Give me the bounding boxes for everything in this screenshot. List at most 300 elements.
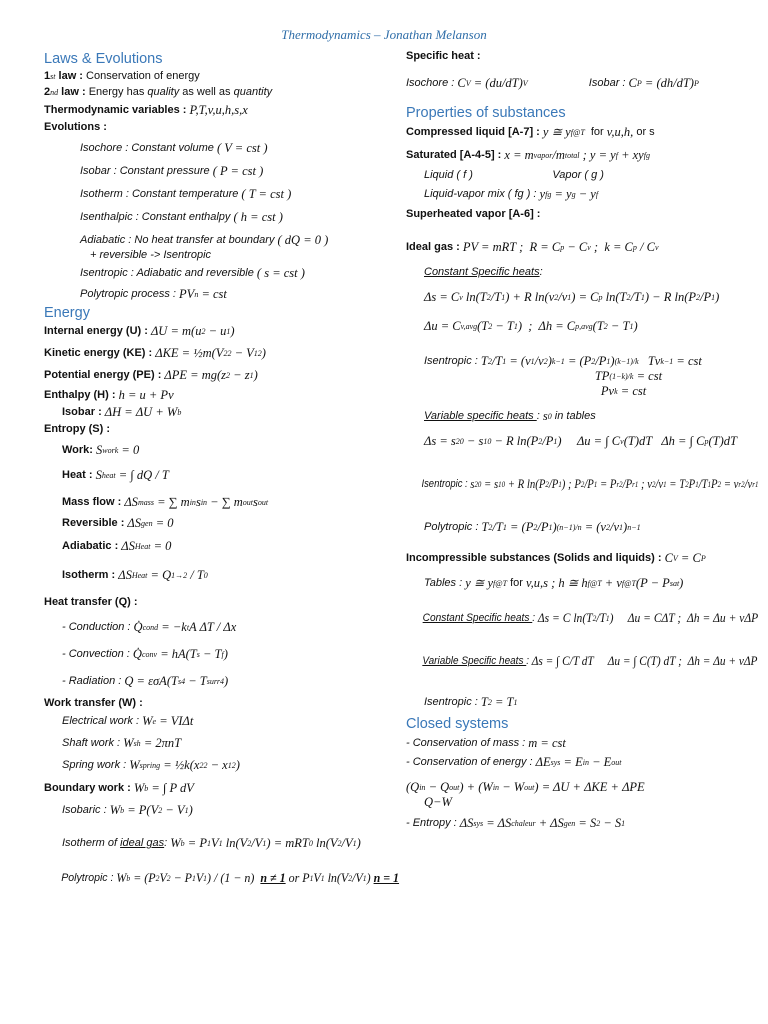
text-fragment: W [142,714,153,728]
text-fragment: 2 [455,437,460,446]
text-fragment: 1 [249,371,254,380]
text-fragment: ΔS [124,495,138,509]
text-fragment: Constant Specific heats [422,612,533,624]
text-fragment: mass [137,498,154,507]
text-fragment: Boundary work : [44,782,134,794]
text-fragment: ΔPE = mg(z [164,368,227,382]
formula-line [44,517,399,530]
text-fragment: − C [564,240,588,254]
text-fragment: Isobar : Constant pressure [80,165,213,177]
text-fragment: 2 [605,523,610,532]
text-fragment: 1 [640,293,645,302]
text-fragment: 1 [567,293,572,302]
text-fragment: T [481,520,489,534]
text-fragment: b [177,408,182,417]
text-fragment: − E [588,755,612,769]
text-fragment: 2 [44,86,51,98]
text-fragment: = cst [617,384,647,398]
text-fragment: /P [537,520,549,534]
formula-line [44,188,399,201]
text-fragment: + ΔS [535,816,564,830]
text-fragment: 2 [337,839,342,848]
text-fragment: 0 [487,437,492,446]
text-fragment: 0 [547,412,552,421]
text-fragment: 2 [486,293,491,302]
text-fragment: S [95,468,102,482]
text-fragment [639,355,648,368]
text-fragment: b [120,806,125,815]
text-fragment: Isentropic : [424,355,481,367]
text-fragment: v [459,293,463,302]
text-fragment: V [211,836,219,850]
text-fragment: C [664,551,673,565]
text-fragment: 2 [626,293,631,302]
text-fragment: 2 [538,437,543,446]
text-fragment: Δs = s [424,434,456,448]
text-fragment: out [611,758,622,767]
text-fragment: quantity [233,86,273,98]
text-fragment: Isenthalpic : Constant enthalpy [80,211,234,223]
text-fragment: 1 [253,349,258,358]
text-fragment: e [152,717,157,726]
formula-line [406,410,758,423]
text-fragment: ; k = C [590,240,633,254]
text-fragment: Thermodynamic variables : [44,104,190,116]
text-fragment: ) [223,647,228,661]
text-fragment: ( dQ = 0 ) [277,233,329,247]
formula-line [44,782,399,795]
text-fragment: ln(T [602,290,627,304]
text-fragment: /P [548,477,559,491]
text-fragment: out [449,783,460,792]
formula-line [406,756,758,769]
text-fragment: ) = C [571,290,599,304]
left-column [44,50,399,885]
formula-line [406,149,758,162]
text-fragment: 1 [498,480,502,489]
text-fragment: 1 [192,874,196,883]
text-fragment: Conservation of energy [86,70,200,82]
text-fragment: = ∫ P dV [148,781,194,795]
text-fragment: f [615,151,618,160]
text-fragment: (n−1)/n [556,523,582,532]
text-fragment: Reversible : [62,517,128,529]
formula-line [406,385,758,398]
text-fragment: 1 [605,614,610,623]
text-fragment: /V [251,836,263,850]
text-fragment: v [587,243,591,252]
text-fragment: − W [499,780,525,794]
text-fragment: − Q [425,780,450,794]
text-fragment: Q−W [424,795,452,809]
text-fragment: /T [491,354,503,368]
text-fragment: Isobar : [62,406,105,418]
text-fragment: = P(V [124,803,159,817]
formula-line [44,165,399,178]
text-fragment: Internal energy (U) : [44,325,151,337]
text-fragment: Δs = ∫ C/T dT Δu = ∫ C(T) dT ; Δh = Δu + vΔP [531,654,758,668]
text-fragment: /P [622,477,633,491]
formula-line [406,654,758,668]
formula-line [406,50,758,63]
text-fragment: 2 [591,357,596,366]
text-fragment: 1 [513,698,518,707]
formula-line [44,444,399,457]
formula-line [406,435,758,448]
text-fragment: Heat transfer (Q) : [44,596,138,608]
text-fragment: s [470,477,475,491]
text-fragment: ΔH = ΔU + W [104,405,178,419]
formula-line [44,569,399,582]
text-fragment: Isobaric : [62,804,110,816]
text-fragment: P [711,477,718,491]
text-fragment: ) [633,319,638,333]
text-fragment: 2 [223,349,228,358]
text-fragment: Mass flow : [62,496,125,508]
formula-line [44,871,400,885]
text-fragment: y [539,187,546,201]
text-fragment: 2 [155,874,160,883]
text-fragment: f@T [587,579,602,588]
text-fragment: Entropy (S) : [44,423,110,435]
text-fragment: = 2πnT [140,736,182,750]
text-fragment: b [180,839,185,848]
text-fragment: ln(V [324,871,349,885]
text-fragment: ) [230,324,235,338]
text-fragment: 2 [685,480,689,489]
text-fragment: ) [547,354,552,368]
text-fragment: + xy [617,148,644,162]
text-fragment: ln(V [312,836,338,850]
formula-line [44,837,399,850]
text-fragment: b [144,784,149,793]
formula-line [406,77,758,90]
text-fragment: h = u + Pv [118,388,174,402]
text-fragment: ln(T [462,290,487,304]
text-fragment: Polytropic process : [80,288,180,300]
text-fragment: Tables : [424,577,466,589]
text-fragment: TP [594,369,610,383]
text-fragment: = cst [673,354,702,368]
text-fragment: V [313,871,321,885]
text-fragment: 4 [220,677,225,686]
text-fragment: ΔS [459,816,474,830]
text-fragment: = Q [147,568,172,582]
formula-line [44,211,399,224]
text-fragment: Constant Specific heats [424,266,540,278]
text-fragment: Isentropic : [424,696,481,708]
text-fragment: ( P = cst ) [212,164,264,178]
text-fragment: Polytropic : [61,872,117,884]
formula-line [406,817,758,830]
text-fragment: = hA(T [157,647,197,661]
text-fragment: total [564,151,580,160]
text-fragment: Potential energy (PE) : [44,369,165,381]
text-fragment: 2 [580,480,585,489]
text-fragment: 0 [477,480,482,489]
text-fragment: ) [715,290,720,304]
text-fragment: 1 [320,874,325,883]
text-fragment: Isobar : [588,77,629,89]
text-fragment: v,u,s ; h ≅ h [526,576,588,590]
text-fragment: in [492,783,500,792]
text-fragment: Variable specific heats [424,410,537,422]
text-fragment: /T [596,611,606,625]
text-fragment: 2 [201,327,206,336]
formula-line [44,621,399,634]
formula-line [44,142,399,155]
formula-line [406,696,758,709]
text-fragment: 1 [218,839,223,848]
text-fragment: 2 [545,480,549,489]
text-fragment: 2 [166,874,171,883]
text-fragment: = v [721,477,739,491]
text-fragment: 2 [533,523,538,532]
text-fragment: for [584,126,607,138]
text-fragment: = (P [564,354,592,368]
text-fragment: = ∫ dQ / T [115,468,169,482]
text-fragment: /P [700,290,712,304]
section-heading: Laws & Evolutions [44,51,163,67]
text-fragment: p [560,243,565,252]
text-fragment: 2 [717,480,722,489]
text-fragment: − s [463,434,484,448]
text-fragment: ) [366,871,374,885]
text-fragment [442,370,595,383]
text-fragment: Work: [62,444,97,456]
text-fragment: 1 [711,293,716,302]
text-fragment [528,77,589,90]
text-fragment: out [257,498,269,507]
text-fragment: v [620,437,624,446]
text-fragment: (1−k)/k [609,372,634,381]
text-fragment: Incompressible substances (Solids and liquids) : [406,552,665,564]
text-fragment: = P [184,836,207,850]
text-fragment: P,T,v,u,h,s,x [189,103,248,117]
text-fragment: - Conservation of mass : [406,737,529,749]
text-fragment: /T [490,290,502,304]
text-fragment: f@T [621,579,636,588]
formula-line [44,288,399,301]
text-fragment: - Conservation of energy : [406,756,536,768]
text-fragment: /v [655,477,664,491]
text-fragment: ) [610,354,615,368]
text-fragment: S [96,443,103,457]
text-fragment: 0 [308,839,313,848]
text-fragment: V [159,871,167,885]
text-fragment: W [133,781,145,795]
formula-line [406,370,758,383]
text-fragment: ) = mRT [266,836,309,850]
text-fragment: quality [147,86,180,98]
text-fragment: s [196,650,200,659]
text-fragment: 0 [501,480,506,489]
text-fragment: − S [600,816,622,830]
text-fragment: /T [630,290,641,304]
text-fragment: Saturated [A-4-5] : [406,149,505,161]
text-fragment: Enthalpy (H) : [44,389,119,401]
text-fragment: k−1 [551,357,565,366]
text-fragment: v,avg [460,322,478,331]
text-fragment: = (P [130,871,156,885]
text-fragment: − R ln(P [491,434,539,448]
text-fragment: W [170,836,181,850]
text-fragment: ( s = cst ) [256,266,305,280]
formula-line [406,796,758,809]
text-fragment: 1 [695,480,699,489]
text-fragment: p,avg [575,322,593,331]
text-fragment: = (v [506,354,531,368]
text-fragment: Q̇ [132,647,142,661]
text-fragment: Isochore : [406,77,458,89]
text-fragment: = S [575,816,597,830]
text-fragment: or s [633,126,655,138]
text-fragment: 2 [199,761,204,770]
text-fragment: /m [552,148,565,162]
formula-line [44,648,399,661]
text-fragment: 2 [203,761,208,770]
text-fragment: W [116,871,127,885]
formula-line [406,577,758,590]
text-fragment: ) [235,758,240,772]
text-fragment: ; v [638,477,652,491]
text-fragment: r1 [632,480,639,489]
text-fragment: p [632,243,637,252]
text-fragment: − T [199,647,222,661]
formula-line [406,355,758,368]
text-fragment: Compressed liquid [A-7] : [406,126,543,138]
text-fragment: /T [492,520,503,534]
text-fragment: f [595,190,599,199]
text-fragment: PV = mRT ; R = C [462,240,561,254]
text-fragment: n−1 [627,523,641,532]
text-fragment: ) [623,520,628,534]
text-fragment: 1 [619,523,624,532]
text-fragment: 1 [352,839,357,848]
text-fragment: ΔU = m(u [150,324,202,338]
text-fragment: sh [133,739,141,748]
text-fragment: Evolutions : [44,121,107,133]
text-fragment: P [700,554,706,563]
text-fragment: (Q [406,780,420,794]
text-fragment: = T [491,695,514,709]
text-fragment: Superheated vapor [A-6] : [406,208,541,220]
text-fragment: st [50,72,56,81]
text-fragment: = E [560,755,583,769]
text-fragment: b [126,874,131,883]
text-fragment: - Convection : [62,648,133,660]
text-fragment: C [628,76,637,90]
text-fragment: Shaft work : [62,737,124,749]
text-fragment: 2 [651,480,656,489]
text-fragment: − V [162,803,185,817]
text-fragment: = s [481,477,499,491]
text-fragment: 1 [593,480,598,489]
text-fragment: Ideal gas : [406,241,463,253]
document-title: Thermodynamics – Jonathan Melanson [281,27,487,42]
text-fragment: Heat [134,542,151,551]
text-fragment: in [419,783,426,792]
text-fragment: s [177,677,182,686]
text-fragment: in tables [551,410,596,422]
text-fragment: 2 [474,480,478,489]
text-fragment: p [704,437,709,446]
text-fragment: ( V = cst ) [216,141,268,155]
text-fragment: − V [231,346,254,360]
formula-line [44,737,399,750]
formula-line [44,121,399,134]
text-fragment: Isotherm of [62,837,121,849]
text-fragment: ) [261,346,266,360]
text-fragment: A ΔT / Δx [189,620,237,634]
text-fragment: t [186,623,190,632]
text-fragment: 1 [629,322,634,331]
text-fragment: Variable Specific heats [422,655,527,667]
formula-line [406,169,758,182]
text-fragment: 1 [606,357,611,366]
text-fragment: C [457,76,466,90]
formula-line [44,406,399,419]
text-fragment: ( T = cst ) [241,187,292,201]
text-fragment: 2 [158,806,163,815]
formula-line [44,715,399,728]
text-fragment: ) [253,368,258,382]
formula-line [406,291,758,304]
formula-line [44,104,399,117]
text-fragment: Electrical work : [62,715,143,727]
text-fragment: / C [636,240,655,254]
text-fragment: Isotherm : Constant temperature [80,188,242,200]
text-fragment: − T [185,674,207,688]
text-fragment: ) + (W [459,780,493,794]
text-fragment: Heat [131,571,148,580]
text-fragment: 2 [247,839,252,848]
section-heading: Properties of substances [406,105,566,121]
text-fragment: ΔE [535,755,551,769]
text-fragment: Isochore : Constant volume [80,142,217,154]
formula-line [406,241,758,254]
text-fragment: /V [352,871,363,885]
text-fragment: ) − R ln(P [644,290,697,304]
text-fragment: /P [595,354,607,368]
text-fragment: 1 [483,437,488,446]
text-fragment: 2 [488,523,493,532]
text-fragment: ΔS [127,516,142,530]
text-fragment: Δs = C ln(T [537,611,593,625]
text-fragment: v,u,h, [606,125,634,139]
formula-line [44,347,399,360]
text-fragment: − T [492,319,514,333]
text-fragment: ) + R ln(v [505,290,555,304]
text-fragment: for [507,577,526,589]
text-fragment: sys [473,819,484,828]
text-fragment: Kinetic energy (KE) : [44,347,156,359]
text-fragment: : [536,410,543,422]
text-fragment: f@T [493,579,508,588]
text-fragment: V [672,554,678,563]
text-fragment: Δu = C [424,319,461,333]
text-fragment: f [221,650,224,659]
text-fragment: Isentropic : Adiabatic and reversible [80,267,257,279]
text-fragment: = T [666,477,686,491]
text-fragment: ) ; P [561,477,581,491]
text-fragment: k [614,387,618,396]
text-fragment: V [522,79,528,88]
text-fragment: y ≅ y [465,576,494,590]
text-fragment: out [524,783,535,792]
text-fragment: in [200,498,208,507]
text-fragment [442,385,601,398]
